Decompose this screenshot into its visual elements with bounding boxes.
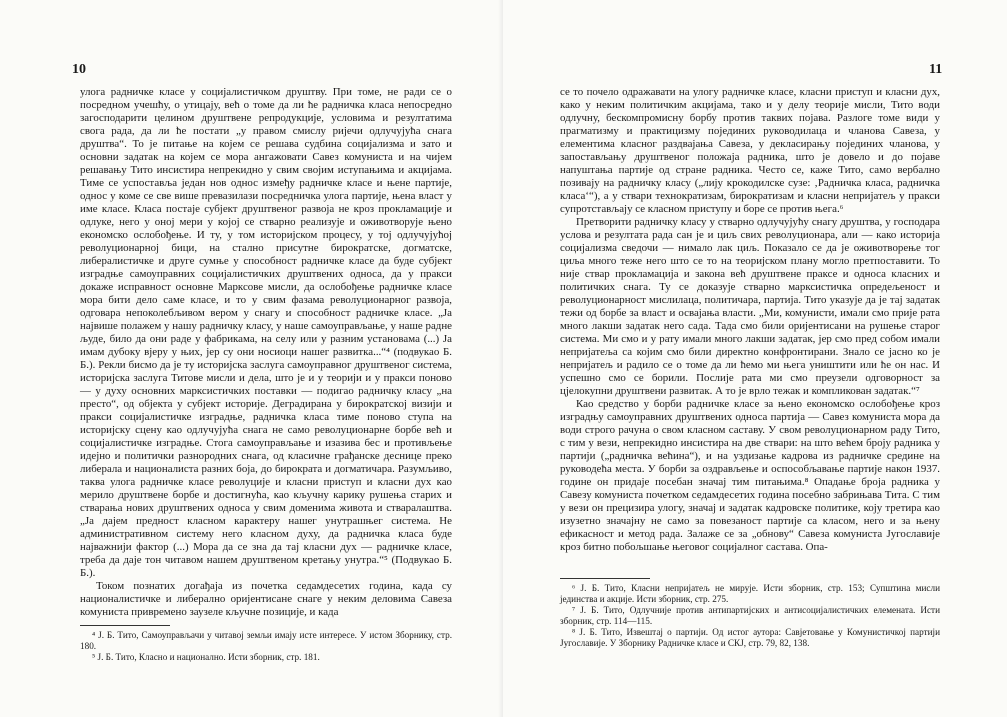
right-page	[503, 0, 1007, 717]
body-text	[80, 86, 452, 619]
paragraph: Као средство у борби радничке класе за њено економско ослобођење кроз изградњу самоуправних друштвених односа партија — Савез комуниста мора да води строго рачуна о свом класном саставу. У свом револуционарном раду Тито, с тим у вези, непрекидно инсистира на две ствари: на што већем броју радника у партији („радничка већина“), и на уздизање кадрова из радничке средине на руководећа места. У борби за оздрављење и оспособљавање партије након 1937. године он придаје посебан значај тим питањима.⁸ Опадање броја радника у Савезу комуниста почетком седамдесетих година посебно забрињава Тита. С тим у вези он прецизира улогу, значај и задатак кадровске политике, коју третира као изузетно значајну не само за повезаност партије са класом, него и за њену ефикасност и метод рада. Залаже се за „обнову“ Савеза комуниста Југославије кроз битно побољшање његовог социјалног састава. Опа-	[560, 398, 940, 553]
footnote-rule	[560, 578, 650, 579]
paragraph: се то почело одражавати на улогу радничке класе, класни приступ и класни дух, како у неким политичким акцијама, тако и у делу теорије мисли, Тито води одлучну, бескомпромисну борбу против таквих појава. Разлоге томе види у прагматизму и практицизму појединих руководилаца и чланова Савеза, у елементима класног раздвајања Савеза, у декласирању појединих чланова, у запостављању друштвеног положаја радника, што је довело и до појаве напуштања партије од стране радника. Често се, каже Тито, само вербално позивају на радничку класу („лију крокодилске сузе: ‚Радничка класа, радничка класа‘“), а у ствари технократизам, бирократизам и класни непријатељ у пракси супротстављају се класном приступу и боре се против њега.⁶	[560, 86, 940, 215]
footnote: ⁴ Ј. Б. Тито, Самоуправљачи у читавој земљи имају исте интересе. У истом Зборнику, стр. 180.	[80, 630, 452, 651]
paragraph: улога радничке класе у социјалистичком друштву. При томе, не ради се о посредном учешћу, о утицају, већ о томе да ли ће радничка класа непосредно загосподарити целином друштвене репродукције, условима и резултатима свога рада, да ли ће постати „у правом смислу ријечи одлучујућа снага друштва“. То је питање на којем се решава судбина социјализма и зато и основни задатак на којем се мора ангажовати Савез комуниста и на чијем решавању Тито инсистира непрекидно у свим својим иступањима и акцијама. Тиме се успоставља један нов однос између радничке класе и њене партије, однос у коме се све више превазилази посредничка улога партије, њена власт у име класе. Класа постаје субјект друштвеног развоја не кроз прокламације и одлуке, него у оној мери у којој се стварно реализује и оживотворује њено економско ослобођење. И ту, у том историјском процесу, у тој одлучујућој револуционарној бици, на стално присутне бирократске, догматске, либералистичке и друге сумње у способност радничке класе да буде субјект изградње самоуправних социјалистичких друштвених односа, да у пракси докаже исправност основне Марксове мисли, да ослобођење радничке класе мора бити дело саме класе, и то у свим фазама револуционарног развоја, одговара непоколебљивом вером у снагу и способност радничке класе. „Ја највише полажем у нашу радничку класу, у наше самоуправљање, у наше радне људе, било да они раде у фабрикама, на селу или у разним установама (...) Ја имам дубоку вјеру у њих, јер су они носиоци нашег развитка...“⁴ (подвукао Б. Б.). Рекли бисмо да је ту историјска заслуга самоуправног друштвеног система, историјска заслуга Титове мисли и дела, што је и у теорији и у пракси поново — у духу основних марксистичких поставки — подигао радничку класу „на престо“, од објекта у субјект историје. Деградирана у бирократској визији и пракси социјалистичке изградње, радничка класа тиме поново ступа на историјску сцену као одлучујућа снага не само револуционарне борбе већ и социјалистичке изградње. Стога самоуправљање и изазива бес и противљење идејно и политички разнородних снага, од класичне грађанске деснице преко либерала и националиста разних боја, до бирократа и догматичара. Разумљиво, таква улога радничке класе револуције и класни приступ и класни дух као мерило друштвене борбе и достигнућа, као кључну карику рушења старих и стварања нових друштвених односа у свим доменима живота и стваралаштва. „Ја дајем предност класном карактеру нашег унутрашњег система. Не административном систему него класном духу, да радничка класа буде најважнији фактор (...) Мора да се зна да тај класни дух — радничке класе, треба да даје тон читавом нашем друштвеном кретању унутра.“⁵ (Подвукао Б. Б.).	[80, 86, 452, 579]
footnotes	[80, 630, 452, 663]
footnote: ⁶ Ј. Б. Тито, Класни непријатељ не мирује. Исти зборник, стр. 153; Супштина мисли јединства и акције. Исти зборник, стр. 275.	[560, 583, 940, 604]
paragraph: Претворити радничку класу у стварно одлучујућу снагу друштва, у господара услова и резултата рада сан је и циљ свих револуционара, али — како историја социјализма сведочи — нимало лак циљ. Показало се да је оживотворење тог циља много теже него што се то на теоријском плану могло претпоставити. То није ствар прокламација и закона већ друштвене праксе и односа класних и политичких снага. Ту се доказује стварно марксистичка опредељеност и револуционарност мислилаца, политичара, партија. Тито указује да је тај задатак тежи од борбе за власт и освајања власти. „Ми, комунисти, имали смо прије рата много лакши задатак него сада. Тада смо били оријентисани на рушење старог система. Ми смо и у рату имали много лакши задатак, јер смо пред собом имали непријатеља са којим смо били директно конфронтирани. Знало се јасно ко је непријатељ и радило се о томе да ли ћемо ми њега уништити или ће он нас. И успешно смо се борили. Послије рата ми смо преузели одговорност за цјелокупни друштвени развитак. А то је врло тежак и компликован задатак.“⁷	[560, 216, 940, 397]
page-number: 11	[929, 62, 943, 77]
footnote: ⁷ Ј. Б. Тито, Одлучније против антипартијских и антисоцијалистичких елемената. Исти зборник, стр. 114—115.	[560, 605, 940, 626]
footnotes	[560, 583, 940, 649]
footnote: ⁸ Ј. Б. Тито, Извештај о партији. Од истог аутора: Савјетовање у Комунистичкој партији Југославије. У Зборнику Радничке класе и СКЈ, стр. 79, 82, 138.	[560, 627, 940, 648]
page-number: 10	[72, 62, 86, 77]
footnote: ⁵ Ј. Б. Тито, Класно и национално. Исти зборник, стр. 181.	[92, 652, 320, 662]
left-page	[0, 0, 503, 717]
paragraph: Током познатих догађаја из почетка седамдесетих година, када су националистичке и либерално оријентисане снаге у неким деловима Савеза комуниста привремено заузеле кључне позиције, и када	[80, 580, 452, 618]
footnote-rule	[80, 625, 170, 626]
body-text	[560, 86, 940, 554]
